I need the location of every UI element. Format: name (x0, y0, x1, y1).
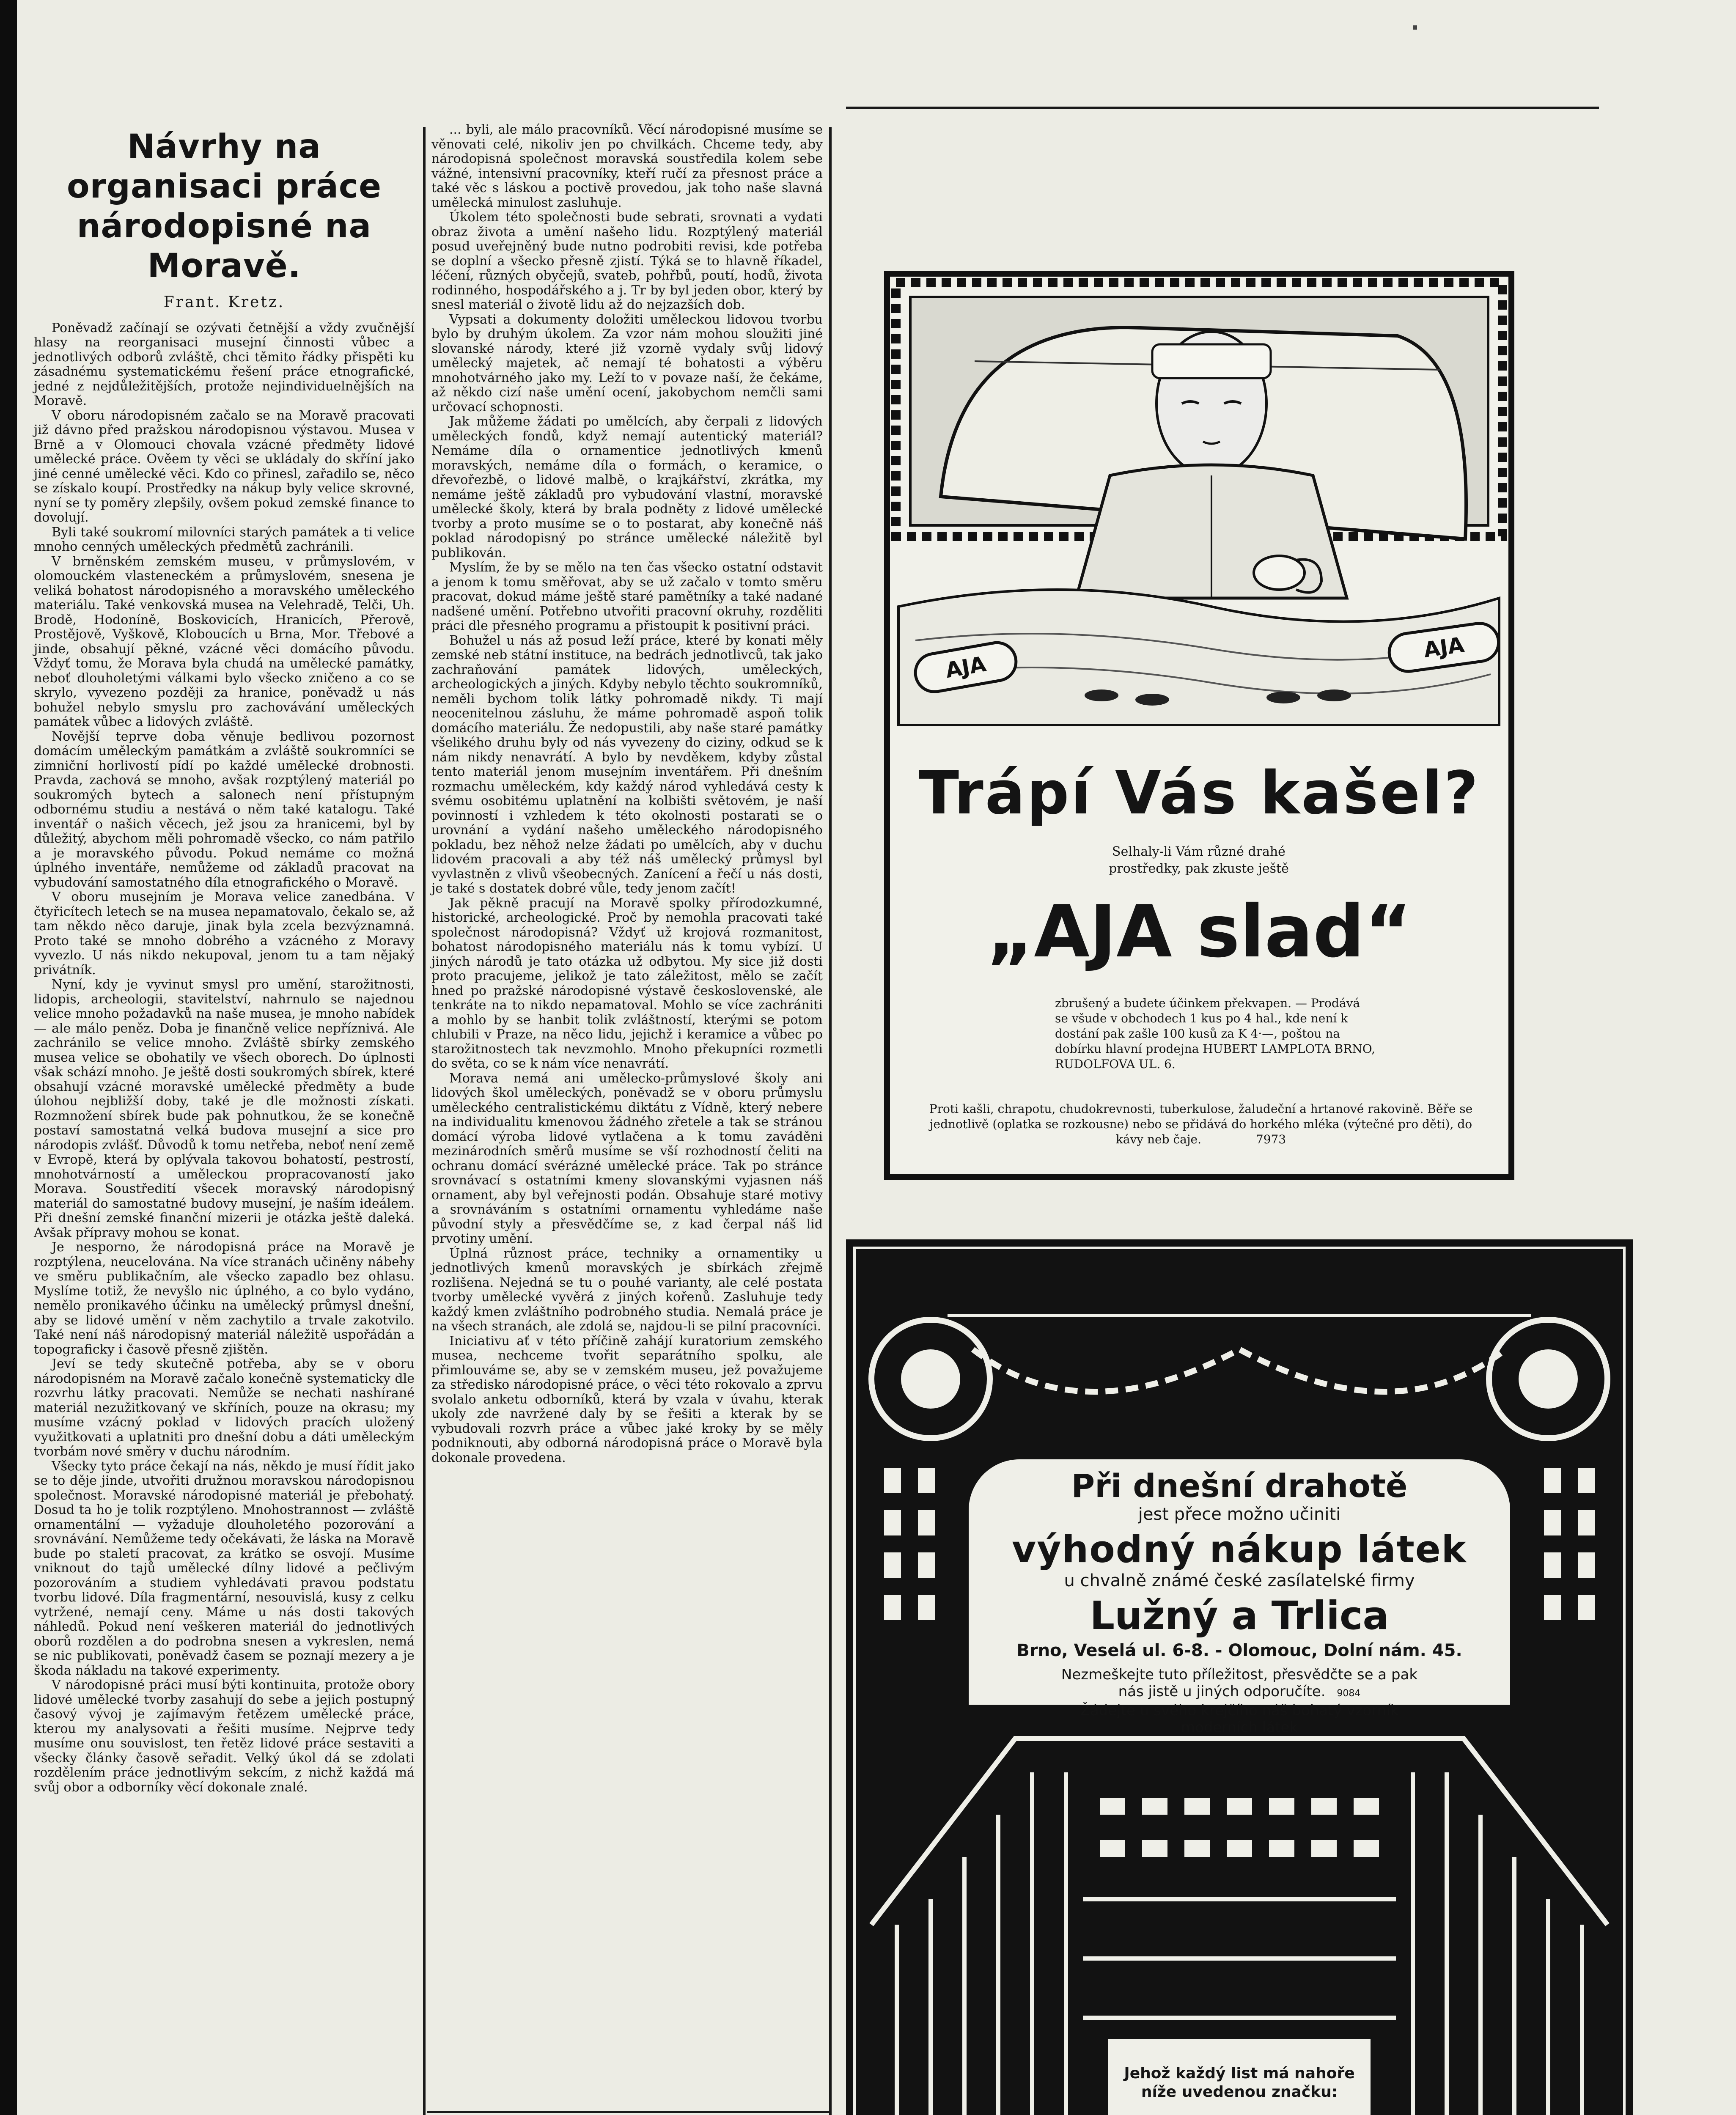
aja-body-text: zbrušený a budete účinkem překvapen. — Prodává se všude v obchodech 1 kus po 4 hal., kde není k dostání pak zašle 100 kusů za K 4·—, poštou na dobírku hlavní prodejna HUBERT LAMPLOTA BRNO, RUDOLFOVA UL. 6. (1055, 996, 1376, 1071)
article-paragraph: Všecky tyto práce čekají na nás, někdo je musí řídit jako se to děje jinde, utvořiti družnou moravskou národopisnou společnost. Moravské národopisné materiál je přebohatý. Dosud ta ho je tolik rozptýleno. Mnohostrannost — zvláště ornamentální — vyžaduje dlouholetého pozorování a srovnávání. Nemůžeme tedy očekávati, že láska na Moravě bude po staletí pracovat, za krátko se osvojí. Musíme vniknout do tajů umělecké dílny lidové a pečlivým pozorováním a studiem vyhledávati pravou podstatu tvorbu lidové. Díla fragmentární, nesouvislá, kusy z celku vytržené, nemají ceny. Máme u nás dosti takových náhledů. Pokud není veškeren materiál do jednotlivých oborů rozdělen a do podrobna snesen a vykreslen, nemá se nic publikovati, poněvadž časem se poznají mezery a je škoda nákladu na takové experimenty. (34, 1459, 415, 1678)
title-line-2: národopisné na Moravě. (77, 207, 372, 285)
article-paragraph: V oboru národopisném začalo se na Moravě pracovati již dávno před pražskou národopisnou výstavou. Musea v Brně a v Olomouci chovala vzácné předměty lidové umělecké práce. Ověem ty věci se ukládaly do skříní jako jiné cenné umělecké věci. Kdo co přinesl, zařadilo se, něco se získalo koupí. Prostředky na nákup byly velice skrovné, nyní se ty poměry zlepšily, ovšem pokud zemské finance to dovolují. (34, 408, 415, 525)
article-paragraph: Úkolem této společnosti bude sebrati, srovnati a vydati obraz života a umění našeho lidu. Rozptýlený materiál posud uveřejněný bude nutno podrobiti revisi, kde potřeba se doplní a všecko přesně zjistí. Týká se to hlavně říkadel, léčení, různých obyčejů, svateb, pohřbů, poutí, hodů, života rodinného, hospodářského a j. Tr by byl jeden obor, který by snesl materiál o životě lidu až do nejzazších dob. (431, 210, 823, 312)
aja-pillow-label-1: AJA (943, 651, 988, 683)
aja-brand: „AJA slad“ (986, 890, 1412, 974)
column-rule-1 (423, 127, 426, 2115)
aja-headline: Trápí Vás kašel? (918, 759, 1480, 828)
luzny-note-line-2: nás jistě u jiných odporučíte. (1118, 1683, 1326, 1700)
column-rule-2 (829, 127, 832, 2115)
luzny-address: Brno, Veselá ul. 6-8. - Olomouc, Dolní nám. 45. (1016, 1641, 1462, 1660)
luzny-trlica-advertisement (846, 1239, 1633, 2115)
luzny-line-4: u chvalně známé české zasílatelské firmy (1064, 1571, 1415, 1590)
aja-sub-line-2: prostředky, pak zkuste ještě (1109, 861, 1289, 876)
article-paragraph: Jeví se tedy skutečně potřeba, aby se v oboru národopisném na Moravě začalo konečně systematicky dle rozvrhu látky pracovati. Nemůže se nechati nashírané materiál nezužitkovaný ve skříních, pouze na okrasu; my musíme vzácný poklad v lidových pracích uložený využitkovati a uplatniti pro dnešní dobu a dáti uměleckým tvorbám nové směry v duchu národním. (34, 1357, 415, 1459)
luzny-text-panel (969, 1459, 1510, 1736)
luzny-card-line-1: Jehož každý list má nahoře (1124, 2065, 1355, 2082)
article-paragraph: Úplná různost práce, techniky a ornamentiky u jednotlivých kmenů moravských je sbírkách zřejmě rozlišena. Nejedná se tu o pouhé varianty, ale celé postata tvorby umělecké vyvěrá z jiných kořenů. Zasluhuje tedy každý kmen zvláštního podrobného studia. Nemalá práce je na všech stranách, ale zdolá se, najdou-li se pilní pracovníci. (431, 1246, 823, 1334)
luzny-sample-card (1108, 2039, 1371, 2115)
aja-subhead (975, 843, 1423, 877)
article-paragraph: Nyní, kdy je vyvinut smysl pro umění, starožitnosti, lidopis, archeologii, stavitelství, nahrnulo se najednou velice mnoho požadavků na naše musea, je mnoho nabídek — ale málo peněz. Doba je finančně velice nepříznivá. Ale zachránilo se velice mnoho. Zvláště sbírky zemského musea velice se obohatily ve všech oborech. Do úplnosti však schází mnoho. Je ještě dosti soukromých sbírek, které obsahují vzácné moravské umělecké předměty a bude úlohou nejbližší doby, také je dle možnosti získati. Rozmnožení sbírek bude pak pohnutkou, že se konečně postaví samostatná velká budova musejní a sice pro národopis zvlášť. Důvodů k tomu netřeba, neboť není země v Evropě, která by oplývala takovou bohatostí, pestrostí, mnohotvárností a uměleckou propracovaností jako Morava. Soustředití všecek moravský národopisný materiál do samostatné budovy musejní, je naším ideálem. Při dnešní zemské finanční mizerii je otázka ještě daleká. Avšak přípravy mohou se konat. (34, 977, 415, 1240)
article-paragraph: Poněvadž začínají se ozývati četnější a vždy zvučnější hlasy na reorganisaci musejní činnosti vůbec a jednotlivých odborů zvláště, chci těmito řádky přispěti ku zásadnému systematickému řešení práce etnografické, jedné z nejdůležitějších, protože nejindividuelnějších na Moravě. (34, 320, 415, 408)
article-title (34, 127, 415, 286)
luzny-line-2: jest přece možno učiniti (1138, 1505, 1341, 1524)
sick-boy-illustration (890, 277, 1508, 733)
article-paragraph: Jak pěkně pracují na Moravě spolky přírodozkumné, historické, archeologické. Proč by nemohla pracovati také společnost národopisná? Vždyť už krojová rozmanitost, bohatost národopisného materiálu nás k tomu vybízí. U jiných národů je tato otázka už odbytou. My sice již dosti proto pracujeme, jelikož je tato záležitost, mělo se začít hned po pražské národopisné výstavě československé, ale tenkráte na to nikdo nepamatoval. Mohlo se více zachrániti a mohlo by se hanbit tolik zvláštností, kterými se potom chlubili v Praze, na něco lidu, jejichž i keramice a vůbec po starožitnostech tak nevzmohlo. Mnoho překupníci rozmetli do světa, co se k nám více nenavrátí. (431, 895, 823, 1071)
article-paragraph: Je nesporno, že národopisná práce na Moravě je rozptýlena, neucelována. Na více stranách učiněny nábehy ve směru publikačním, ale všecko zapadlo bez ohlasu. Myslíme totiž, že nevyšlo nic úplného, a co bylo vydáno, nemělo pronikavého účinku na umělecký průmysl dnešní, aby se lidové umění v něm zachytilo a trvale zakotvilo. Také není náš národopisný materiál náležitě uspořádán a topograficky i časově přesně zjištěn. (34, 1240, 415, 1357)
article-paragraph: Morava nemá ani umělecko-průmyslové školy ani lidových škol uměleckých, poněvadž se v oboru průmyslu uměleckého centralistickému diktátu z Vídně, který nebere na individualitu kmenovou žádného zřetele a tak se stránou domácí výroba lidové vytlačena a k tomu zaváděni mezinárodních směrů musíme se vší rozhodností čeliti na ochranu domácí svérázné umělecké práce. Tak po stránce srovnávací s ostatními kmeny slovanskými vyjasnen náš ornament, aby byl veřejnosti podán. Obsahuje staré motivy a srovnáváním s ostatními ornamentu vyhledáme naše původní styly a přesvědčíme se, z kad čerpal náš lid prvotiny umění. (431, 1071, 823, 1246)
luzny-card-line-2: níže uvedenou značku: (1141, 2083, 1338, 2101)
trademark-emblem (1108, 2101, 1371, 2115)
article-column-1 (34, 127, 415, 1795)
luzny-note-line-3: Žádejte u svého krejčího náš bohatý vzorník (1080, 1702, 1399, 1719)
luzny-note (969, 1666, 1510, 1736)
col1-text (34, 321, 415, 1795)
luzny-line-3: výhodný nákup látek (1011, 1527, 1467, 1571)
article-paragraph: Byli také soukromí milovníci starých památek a ti velice mnoho cenných uměleckých předmětů zachránili. (34, 525, 415, 554)
luzny-code: 9084 (1337, 1688, 1361, 1699)
article-column-2 (431, 123, 823, 1465)
scan-dust (1413, 25, 1417, 30)
aja-footer-text: Proti kašli, chrapotu, chudokrevnosti, tuberkulose, žaludeční a hrtanové rakovině. Běře se jednotlivě (oplatka se rozkousne) nebo se přidává do horkého mléka (výtečné pro děti), do kávy neb čaje. (929, 1102, 1473, 1146)
aja-sub-line-1: Selhaly-li Vám různé drahé (1112, 844, 1286, 859)
article-paragraph: Novější teprve doba věnuje bedlivou pozornost domácím uměleckým památkám a zvláště soukromníci se zimniční horlivostí pídí po každé umělecké drobnosti. Pravda, zachová se mnoho, avšak rozptýlený materiál po soukromých bytech a salonech není přístupným odbornému studiu a nestává o něm také katalogu. Také inventář o našich věcech, jež jsou za hranicemi, byl by důležitý, abychom měli pohromadě všecko, co nám patřilo a je moravského původu. Pokud nemáme co možná úplného inventáře, nemůžeme od základů pracovat na vybudování samostatného díla etnografického o Moravě. (34, 729, 415, 890)
article-paragraph: V oboru musejním je Morava velice zanedbána. V čtyřicítech letech se na musea nepamatovalo, čekalo se, až tam někdo něco daruje, jinak byla zcela bezvýznamná. Proto také se mnoho dobrého a vzácného z Moravy vyvezlo. U nás nikdo nekupoval, jenom tu a tam nějaký privátník. (34, 890, 415, 978)
article-paragraph: Myslím, že by se mělo na ten čas všecko ostatní odstavit a jenom k tomu směřovat, aby se už začalo v tomto směru pracovat, dokud máme ještě staré pamětníky a také nadané nadšené umění. Potřebno utvořiti pracovní okruhy, rozděliti práci dle přesného programu a přistoupit k positivní práci. (431, 560, 823, 633)
aja-pillow-label-2: AJA (1422, 632, 1466, 662)
title-line-1: Návrhy na organisaci práce (66, 128, 382, 206)
luzny-firm-name: Lužný a Trlica (1090, 1593, 1389, 1638)
col2-text (431, 123, 823, 1465)
article-paragraph: Jak můžeme žádati po umělcích, aby čerpali z lidových uměleckých fondů, když nemají autentický materiál? Nemáme díla o ornamentice jednotlivých kmenů moravských, nemáme díla o formách, o keramice, o dřevořezbě, o lidové malbě, o krajkářství, zkrátka, my nemáme ještě základů pro vybudování vlastní, moravské umělecké školy, která by brala podněty z lidové umělecké tvorby a proto musíme se o to postarat, aby konečně náš poklad národopisný po stránce umělecké náležitě byl publikován. (431, 414, 823, 560)
luzny-note-line-1: Nezmeškejte tuto příležitost, přesvědčte se a pak (1061, 1666, 1418, 1683)
luzny-note-line-4: moderních látek (1181, 1719, 1298, 1736)
scan-edge (0, 0, 17, 2115)
section-rule (427, 2111, 829, 2113)
article-paragraph: V národopisné práci musí býti kontinuita, protože obory lidové umělecké tvorby zasahují do sebe a jejich postupný časový vývoj je zajímavým řetězem umělecké práce, kterou my analysovati a řešiti musíme. Nejprve tedy musíme onu souvislost, ten řetěz lidové práce sestaviti a všecky články časově seřadit. Velký úkol dá se zdolati rozdělením práce jednotlivým sekcím, z nichž každá má svůj obor a odborníky věcí dokonale znalé. (34, 1678, 415, 1795)
article-paragraph: V brněnském zemském museu, v průmyslovém, v olomouckém vlasteneckém a průmyslovém, snesena je veliká bohatost národopisného a moravského uměleckého materiálu. Také venkovská musea na Velehradě, Telči, Uh. Brodě, Hodoníně, Boskovicích, Hranicích, Přerově, Prostějově, Vyškově, Kloboucích u Brna, Mor. Třebové a jinde, obsahují pěkné, vzácné věci domácího původu. Vždyť tomu, že Morava byla chudá na umělecké památky, neboť dlouholetými válkami bylo všecko zničeno a co se skrylo, vyvezeno později za hranice, poněvadž u nás bohužel nebylo smyslu pro zachovávání uměleckých památek vůbec a lidových zvláště. (34, 554, 415, 729)
luzny-card-text (1108, 2064, 1371, 2101)
aja-footer (915, 1101, 1486, 1147)
aja-code: 7973 (1255, 1132, 1286, 1146)
top-rule (846, 107, 1599, 109)
article-paragraph: ... byli, ale málo pracovníků. Věcí národopisné musíme se věnovati celé, nikoliv jen po chvilkách. Chceme tedy, aby národopisná společnost moravská soustředila kolem sebe vážné, intensivní pracovníky, kteří ručí za přesnost práce a také věc s láskou a poctivě provedou, jak toho naše slavná umělecká minulost zasluhuje. (431, 122, 823, 210)
aja-advertisement (884, 271, 1514, 1180)
article-paragraph: Vypsati a dokumenty doložiti uměleckou lidovou tvorbu bylo by druhým úkolem. Za vzor nám mohou sloužiti jiné slovanské národy, které již vzorně vydaly svůj lidový umělecký majetek, ač nemají té bohatosti a výběru mnohotvárného jako my. Leží to v povaze naší, že čekáme, až někdo cizí naše umění ocení, jakobychom nemčli sami určovací schopnosti. (431, 312, 823, 415)
article-paragraph: Bohužel u nás až posud leží práce, které by konati měly zemské neb státní instituce, na bedrách jednotlivců, tak jako zachraňování památek lidových, uměleckých, archeologických a jiných. Kdyby nebylo těchto soukromníků, neměli bychom tolik látky pohromadě nikdy. Ti mají neocenitelnou zásluhu, že máme pohromadě aspoň tolik domácího materiálu. Že nedopustili, aby naše staré památky všelikého druhu byly od nás vyvezeny do ciziny, odkud se k nám nikdy nenavrátí. A bylo by nevděkem, kdyby zůstal tento materiál jenom musejním inventářem. Při dnešním rozmachu uměleckém, kdy každý národ vyhledává cesty k svému osobitému uplatnění na kolbišti světovém, je naší povinností i vzhledem k této okolnosti postarati se o urovnání a vydání našeho uměleckého národopisného pokladu, bez něhož nelze žádati po umělcích, aby v duchu lidovém pracovali a aby též náš umělecký průmysl byl vyvlastněn z vlivů všeobecných. Zanícení a řečí u nás dosti, je také s dostatek dobré vůle, tedy jenom začít! (431, 633, 823, 896)
article-paragraph: Iniciativu ať v této příčině zahájí kuratorium zemského musea, nechceme tvořit separátního spolku, ale přimlouváme se, aby se v zemském museu, jež považujeme za středisko národopisné práce, o věci této rokovalo a zprvu svolalo anketu odborníků, která by vzala v úvahu, kterak ukoly zde navržené daly by se řešiti a kterak by se vybudovali rozvrh práce a vůbec jaké kroky by se měly podniknouti, aby odborná národopisná práce o Moravě byla dokonale provedena. (431, 1333, 823, 1465)
author-byline: Frant. Kretz. (163, 294, 285, 311)
luzny-line-1: Při dnešní drahotě (1071, 1467, 1408, 1505)
